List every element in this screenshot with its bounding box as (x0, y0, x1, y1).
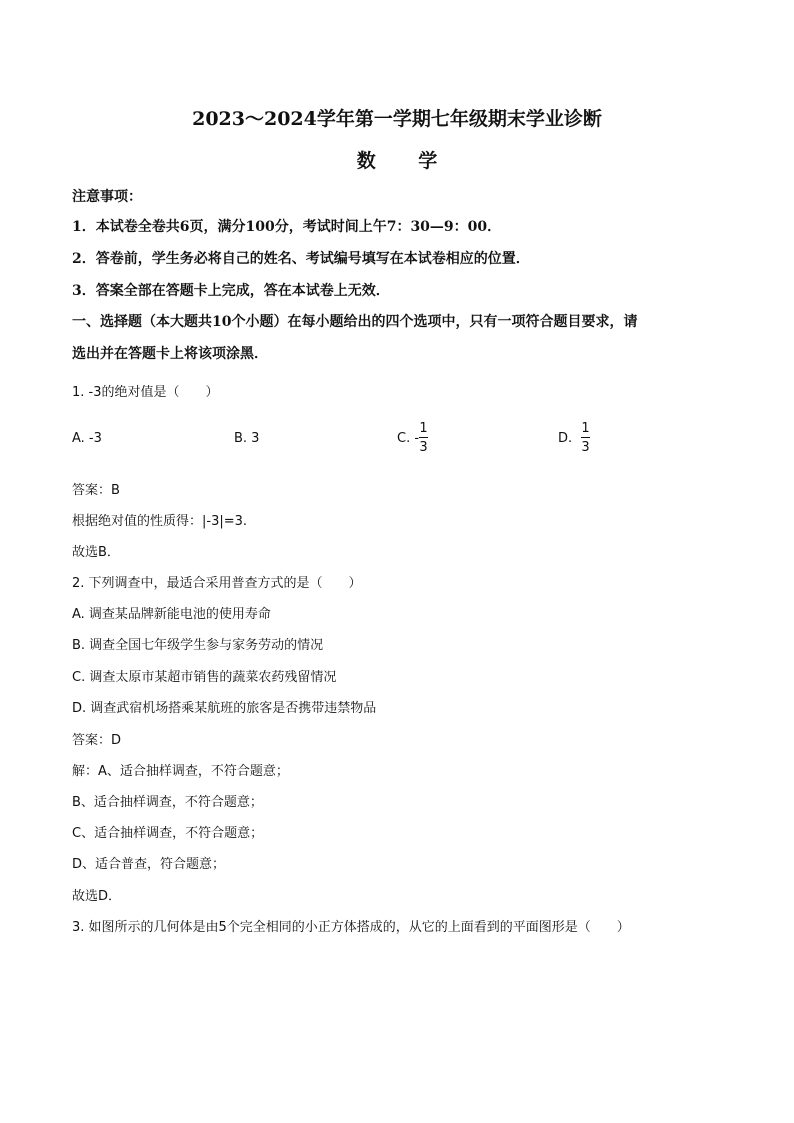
q1-option-b: B. 3 (234, 431, 260, 446)
q1-explanation: 根据绝对值的性质得：|-3|=3. (72, 514, 248, 529)
fraction-denominator: 3 (581, 440, 590, 455)
q2-stem: 2. 下列调查中，最适合采用普查方式的是（ ） (72, 576, 362, 591)
q2-option-c: C. 调查太原市某超市销售的蔬菜农药残留情况 (72, 670, 337, 685)
fraction-denominator: 3 (419, 440, 428, 455)
fraction-bar (419, 437, 428, 438)
fraction-numerator: 1 (419, 421, 428, 436)
q1-option-d-prefix: D. (558, 431, 573, 446)
q2-solution-line-1: 解：A、适合抽样调查，不符合题意； (72, 764, 289, 779)
q2-conclusion: 故选D． (72, 889, 122, 904)
q2-option-a: A. 调查某品牌新能电池的使用寿命 (72, 607, 271, 622)
q2-solution-line-2: B、适合抽样调查，不符合题意； (72, 795, 263, 810)
subject-title: 数 学 (356, 150, 456, 172)
q1-option-c-fraction (419, 421, 428, 455)
q1-option-c-prefix: C. - (397, 431, 420, 446)
section-heading-line1: 一、选择题（本大题共10个小题）在每小题给出的四个选项中，只有一项符合题目要求，请 (72, 314, 638, 330)
q2-option-b: B. 调查全国七年级学生参与家务劳动的情况 (72, 638, 324, 653)
q2-answer: 答案：D (72, 733, 122, 748)
section-heading-line2: 选出并在答题卡上将该项涂黑． (72, 346, 268, 362)
q1-conclusion: 故选B． (72, 545, 120, 560)
note-item-2: 2．答卷前，学生务必将自己的姓名、考试编号填写在本试卷相应的位置． (72, 251, 530, 267)
q1-stem: 1. -3的绝对值是（ ） (72, 385, 219, 400)
fraction-numerator: 1 (581, 421, 590, 436)
note-item-3: 3．答案全部在答题卡上完成，答在本试卷上无效． (72, 283, 390, 299)
notes-heading: 注意事项： (72, 189, 142, 205)
q1-option-d-fraction (581, 421, 590, 455)
q3-stem: 3. 如图所示的几何体是由5个完全相同的小正方体搭成的，从它的上面看到的平面图形是（ ） (72, 920, 630, 935)
fraction-bar (581, 437, 590, 438)
q1-answer: 答案：B (72, 483, 120, 498)
q2-option-d: D. 调查武宿机场搭乘某航班的旅客是否携带违禁物品 (72, 701, 377, 716)
exam-title: 2023～2024学年第一学期七年级期末学业诊断 (192, 108, 602, 130)
q2-solution-line-4: D、适合普查，符合题意； (72, 857, 226, 872)
q2-solution-line-3: C、适合抽样调查，不符合题意； (72, 826, 264, 841)
q1-option-a: A. -3 (72, 431, 102, 446)
note-item-1: 1．本试卷全卷共6页，满分100分，考试时间上午7：30—9：00． (72, 219, 502, 235)
